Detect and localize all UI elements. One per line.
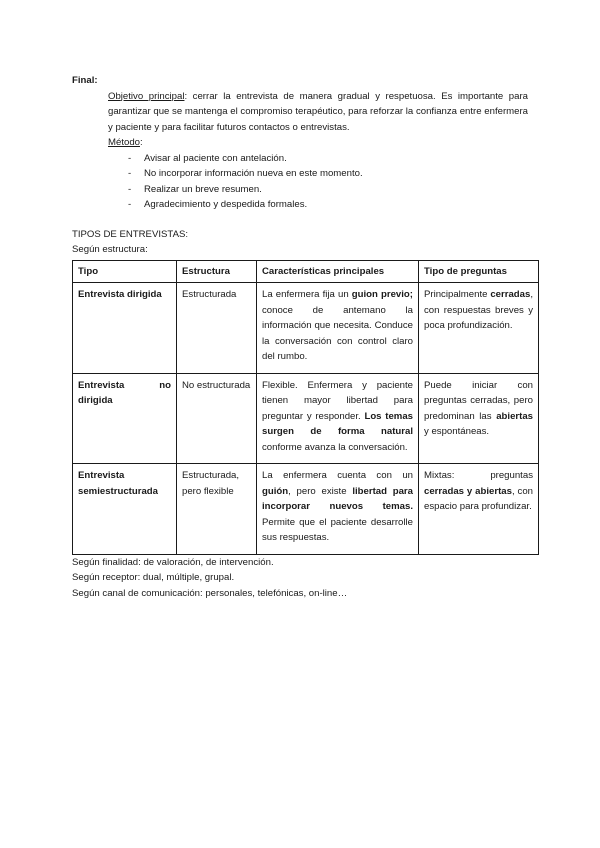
- text-run: abiertas: [496, 410, 533, 422]
- method-label: Método: [108, 137, 140, 148]
- text-run: libertad para incorporar nuevos temas.: [262, 485, 413, 512]
- text-run: conforme avanza la conversación.: [262, 441, 408, 453]
- text-run: , con espacio para profundizar.: [424, 485, 533, 512]
- table-row: [73, 464, 539, 555]
- cell-tipo: Entrevista semiestructurada: [73, 464, 177, 555]
- cell-preguntas: [419, 464, 539, 555]
- header-tipo: Tipo: [73, 260, 177, 283]
- method-item: - Avisar al paciente con antelación.: [128, 151, 528, 167]
- method-item: - No incorporar información nueva en este momento.: [128, 166, 528, 182]
- cell-caracteristicas: [257, 373, 419, 464]
- text-run: Mixtas: preguntas: [424, 470, 533, 481]
- text-run: Permite que el paciente desarrolle sus respuestas.: [262, 516, 413, 543]
- classification-receptor: Según receptor: dual, múltiple, grupal.: [72, 572, 235, 583]
- classification-canal: Según canal de comunicación: personales, telefónicas, on-line…: [72, 587, 348, 599]
- objective-label: Objetivo principal: [108, 90, 185, 102]
- text-run: cerradas y abiertas: [424, 485, 512, 497]
- method-heading: [72, 135, 528, 151]
- method-item: - Agradecimiento y despedida formales.: [128, 197, 528, 213]
- cell-estructura: Estructurada: [177, 283, 257, 374]
- cell-estructura: No estructurada: [177, 373, 257, 464]
- text-run: cerradas: [490, 289, 531, 300]
- text-run: y espontáneas.: [424, 426, 490, 437]
- cell-caracteristicas: [257, 464, 419, 555]
- text-run: Puede iniciar con preguntas cerradas, pero predominan las: [424, 379, 533, 422]
- cell-preguntas: [419, 283, 539, 374]
- table-row: [73, 283, 539, 374]
- cell-preguntas: [419, 373, 539, 464]
- header-caracteristicas: Características principales: [257, 260, 419, 283]
- method-item: - Realizar un breve resumen.: [128, 182, 528, 198]
- classification-finalidad: Según finalidad: de valoración, de intervención.: [72, 556, 274, 568]
- method-list: [72, 151, 528, 213]
- table-row: [73, 373, 539, 464]
- text-run: , pero existe: [288, 485, 353, 497]
- objective-paragraph: [72, 89, 528, 136]
- method-colon: :: [140, 137, 143, 148]
- header-estructura: Estructura: [177, 260, 257, 283]
- text-run: guion previo;: [351, 289, 413, 300]
- text-run: , con respuestas breves y poca profundización.: [424, 289, 533, 331]
- cell-caracteristicas: [257, 283, 419, 374]
- tipos-title: TIPOS DE ENTREVISTAS:: [72, 228, 189, 240]
- cell-estructura: Estructurada, pero flexible: [177, 464, 257, 555]
- cell-tipo: Entrevista no dirigida: [73, 373, 177, 464]
- additional-classifications: [72, 555, 528, 602]
- text-run: Flexible. Enfermera y paciente tienen mayor libertad para preguntar y responder.: [262, 379, 413, 422]
- cell-tipo: Entrevista dirigida: [73, 283, 177, 374]
- header-preguntas: Tipo de preguntas: [419, 260, 539, 283]
- text-run: guión: [262, 485, 289, 497]
- table-header-row: [73, 260, 539, 283]
- text-run: Los temas surgen de forma natural: [262, 410, 413, 437]
- text-run: Principalmente: [424, 289, 491, 300]
- text-run: La enfermera cuenta con un: [262, 470, 413, 481]
- document-page: [72, 73, 533, 601]
- final-section-title: Final:: [72, 75, 98, 86]
- tipos-subtitle: Según estructura:: [72, 244, 148, 255]
- objective-text: : cerrar la entrevista de manera gradual y respetuosa. Es importante para garantizar que se mantenga el compromiso terapéutico, para reforzar la confianza entre enfermera y paciente y para facilitar futuros contactos o entrevistas.: [108, 90, 528, 133]
- text-run: conoce de antemano la información que necesita. Conduce la conversación con control claro del rumbo.: [262, 304, 413, 362]
- text-run: La enfermera fija un: [262, 289, 352, 300]
- interview-types-table: [72, 260, 539, 555]
